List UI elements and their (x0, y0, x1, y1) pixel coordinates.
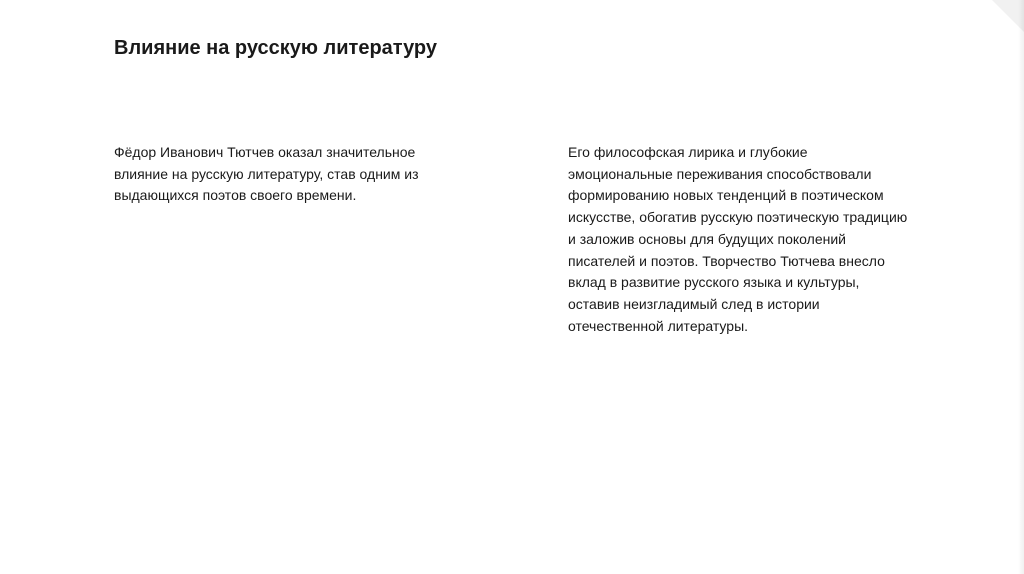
left-paragraph: Фёдор Иванович Тютчев оказал значительное влияние на русскую литературу, став одним из выдающихся поэтов своего времени. (114, 144, 419, 204)
page-edge-shadow (1018, 0, 1024, 574)
slide-title: Влияние на русскую литературу (114, 37, 438, 59)
right-paragraph: Его философская лирика и глубокие эмоциональные переживания способствовали формированию новых тенденций в поэтическом искусстве, обогатив русскую поэтическую традицию и заложив основы для будущих поколений писателей и поэтов. Творчество Тютчева внесло вклад в развитие русского языка и культуры, оставив неизгладимый след в истории отечественной литературы. (568, 144, 908, 334)
